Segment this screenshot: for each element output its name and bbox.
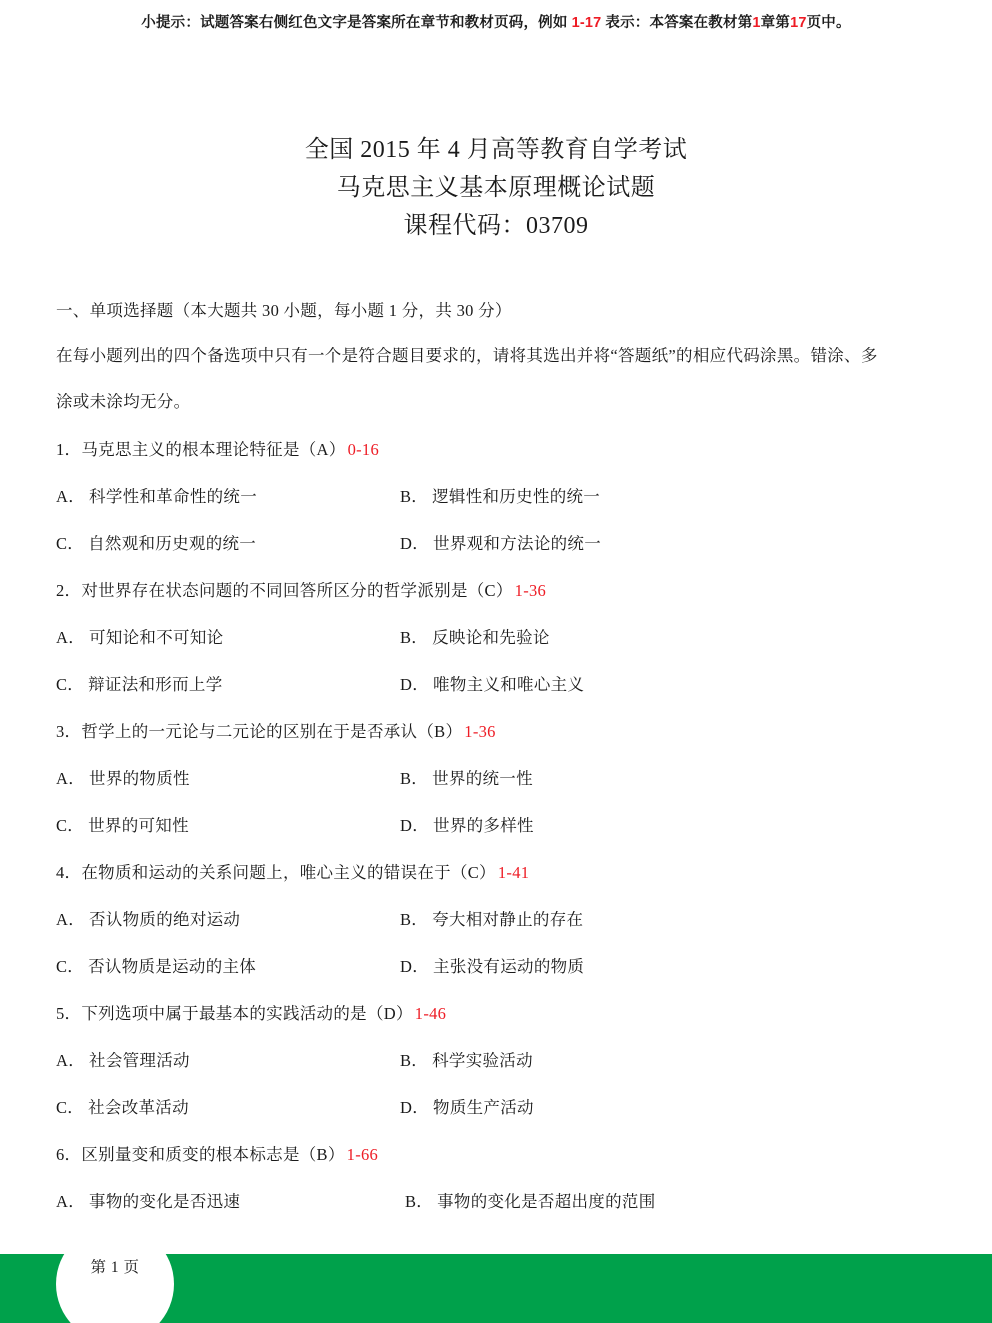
question-stem: [56, 721, 946, 743]
exam-title-line-1: 全国 2015 年 4 月高等教育自学考试: [304, 137, 688, 163]
option-d[interactable]: [400, 533, 601, 555]
option-b-text: 反映论和先验论: [432, 628, 550, 647]
option-a-label: A．: [56, 1051, 86, 1070]
option-d[interactable]: [400, 674, 584, 696]
option-d-label: D．: [400, 957, 430, 976]
section-heading: 一、单项选择题（本大题共 30 小题，每小题 1 分，共 30 分）: [56, 301, 512, 320]
exam-title-block: [0, 131, 992, 245]
option-d-text: 物质生产活动: [433, 1098, 534, 1117]
question-stem-text: 5．下列选项中属于最基本的实践活动的是（D）: [56, 1004, 413, 1023]
option-c-label: C．: [56, 957, 85, 976]
option-c-label: C．: [56, 816, 85, 835]
option-c-text: 自然观和历史观的统一: [88, 534, 257, 553]
option-b[interactable]: [400, 1050, 533, 1072]
hint-banner: [0, 13, 992, 33]
answer-reference-code: 0-16: [347, 440, 380, 459]
option-b-label: B．: [400, 1051, 429, 1070]
option-c-text: 否认物质是运动的主体: [88, 957, 257, 976]
option-c[interactable]: [56, 674, 223, 696]
question-stem: [56, 439, 946, 461]
option-row: [56, 815, 946, 837]
option-b-text: 科学实验活动: [432, 1051, 533, 1070]
option-d-label: D．: [400, 816, 430, 835]
answer-reference-code: 1-36: [514, 581, 547, 600]
option-a-text: 事物的变化是否迅速: [89, 1192, 241, 1211]
option-d-label: D．: [400, 1098, 430, 1117]
hint-prefix-text: 小提示：试题答案右侧红色文字是答案所在章节和教材页码，例如: [141, 15, 568, 31]
option-row: [56, 956, 946, 978]
option-a-label: A．: [56, 1192, 86, 1211]
option-a-text: 否认物质的绝对运动: [89, 910, 241, 929]
option-c[interactable]: [56, 533, 256, 555]
option-d[interactable]: [400, 1097, 534, 1119]
answer-reference-code: 1-36: [464, 722, 496, 741]
option-row: [56, 1050, 946, 1072]
option-d-text: 世界的多样性: [433, 816, 534, 835]
answer-reference-code: 1-41: [497, 863, 530, 882]
option-c[interactable]: [56, 956, 256, 978]
option-c-label: C．: [56, 675, 85, 694]
option-a[interactable]: [56, 768, 190, 790]
option-c[interactable]: [56, 1097, 189, 1119]
option-row: [56, 1097, 946, 1119]
option-b-text: 逻辑性和历史性的统一: [432, 487, 601, 506]
answer-reference-code: 1-66: [346, 1145, 379, 1164]
option-a-label: A．: [56, 769, 86, 788]
option-a-label: A．: [56, 910, 86, 929]
question-stem: [56, 580, 946, 602]
section-instruction-line-2: 涂或未涂均无分。: [56, 392, 191, 411]
option-c-text: 世界的可知性: [88, 816, 189, 835]
option-a-label: A．: [56, 628, 86, 647]
option-row: [56, 1191, 946, 1213]
option-d-text: 唯物主义和唯心主义: [433, 675, 585, 694]
option-d-text: 世界观和方法论的统一: [433, 534, 602, 553]
option-a[interactable]: [56, 486, 257, 508]
option-b-label: B．: [400, 910, 429, 929]
exam-title-line-2: 马克思主义基本原理概论试题: [336, 175, 656, 201]
question-stem-text: 3．哲学上的一元论与二元论的区别在于是否承认（B）: [56, 722, 463, 741]
option-d[interactable]: [400, 956, 584, 978]
hint-suffix-text: 页中。: [806, 15, 851, 31]
option-b[interactable]: [405, 1191, 656, 1213]
option-b[interactable]: [400, 486, 600, 508]
option-c-label: C．: [56, 534, 85, 553]
option-b-label: B．: [400, 628, 429, 647]
option-d-text: 主张没有运动的物质: [433, 957, 585, 976]
option-b-text: 事物的变化是否超出度的范围: [437, 1192, 656, 1211]
question-stem-text: 1．马克思主义的根本理论特征是（A）: [56, 440, 346, 459]
option-a-text: 科学性和革命性的统一: [89, 487, 258, 506]
option-row: [56, 486, 946, 508]
option-row: [56, 768, 946, 790]
hint-middle-text-2: 章第: [760, 15, 791, 31]
exam-course-code: 课程代码：03709: [403, 213, 589, 239]
option-b[interactable]: [400, 909, 583, 931]
option-b-text: 世界的统一性: [432, 769, 533, 788]
hint-page-number: 17: [790, 15, 807, 31]
hint-example-code: 1-17: [571, 15, 602, 31]
option-b-label: B．: [400, 487, 429, 506]
option-b-text: 夸大相对静止的存在: [432, 910, 584, 929]
exam-body: [56, 300, 946, 1238]
option-a-text: 世界的物质性: [89, 769, 190, 788]
option-row: [56, 533, 946, 555]
option-a[interactable]: [56, 627, 223, 649]
option-d[interactable]: [400, 815, 534, 837]
option-c-label: C．: [56, 1098, 85, 1117]
option-a[interactable]: [56, 909, 240, 931]
option-a[interactable]: [56, 1191, 240, 1213]
option-c[interactable]: [56, 815, 189, 837]
question-stem-text: 4．在物质和运动的关系问题上，唯心主义的错误在于（C）: [56, 863, 496, 882]
option-b-label: B．: [405, 1192, 434, 1211]
option-row: [56, 909, 946, 931]
question-stem-text: 2．对世界存在状态问题的不同回答所区分的哲学派别是（C）: [56, 581, 513, 600]
question-stem: [56, 862, 946, 884]
option-d-label: D．: [400, 534, 430, 553]
option-a-text: 可知论和不可知论: [89, 628, 224, 647]
option-b[interactable]: [400, 768, 533, 790]
section-instruction-line-1: 在每小题列出的四个备选项中只有一个是符合题目要求的，请将其选出并将“答题纸”的相应代码涂黑。错涂、多: [56, 346, 878, 365]
hint-middle-text: 表示：本答案在教材第: [605, 15, 753, 31]
page-number: 第 1 页: [90, 1259, 140, 1276]
option-c-text: 社会改革活动: [88, 1098, 189, 1117]
option-d-label: D．: [400, 675, 430, 694]
question-stem: [56, 1144, 946, 1166]
answer-reference-code: 1-46: [414, 1004, 447, 1023]
option-a-text: 社会管理活动: [89, 1051, 190, 1070]
option-a[interactable]: [56, 1050, 190, 1072]
option-row: [56, 674, 946, 696]
question-stem-text: 6．区别量变和质变的根本标志是（B）: [56, 1145, 345, 1164]
option-c-text: 辩证法和形而上学: [88, 675, 223, 694]
option-b-label: B．: [400, 769, 429, 788]
option-row: [56, 627, 946, 649]
option-b[interactable]: [400, 627, 550, 649]
hint-chapter-number: 1: [752, 15, 761, 31]
question-stem: [56, 1003, 946, 1025]
option-a-label: A．: [56, 487, 86, 506]
